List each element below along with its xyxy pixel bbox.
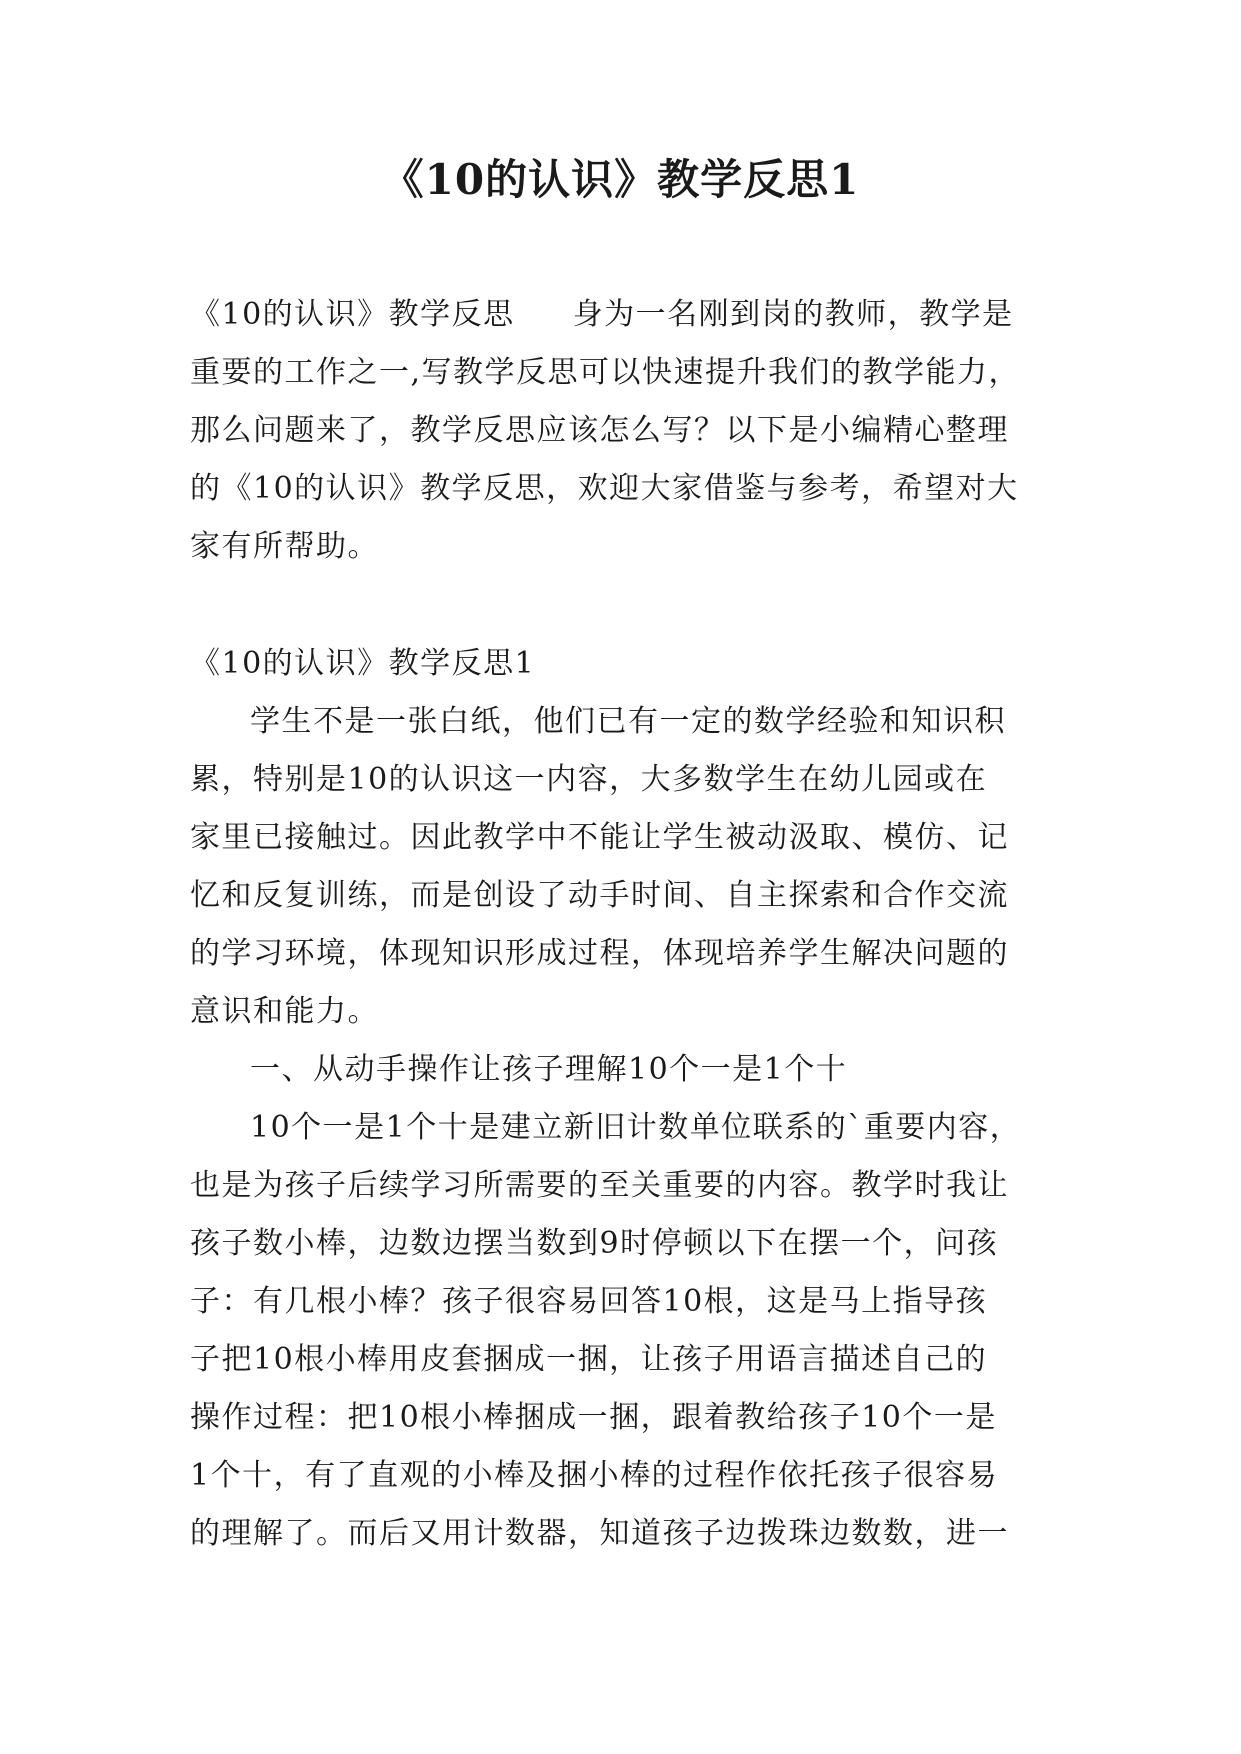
content-body — [190, 693, 1060, 1563]
content-line: 孩子数小棒，边数边摆当数到9时停顿以下在摆一个，问孩 — [190, 1226, 999, 1261]
content-line: 子：有几根小棒？孩子很容易回答10根，这是马上指导孩 — [190, 1284, 988, 1319]
content-line: 学生不是一张白纸，他们已有一定的数学经验和知识积 — [250, 704, 1006, 739]
intro-lead-continued: 身为一名刚到岗的教师，教学是 — [572, 297, 1014, 332]
content-line: 1个十，有了直观的小棒及捆小棒的过程作依托孩子很容易 — [190, 1458, 999, 1493]
content-line: 累，特别是10的认识这一内容，大多数学生在幼儿园或在 — [190, 762, 988, 797]
intro-lead: 《10的认识》教学反思 — [190, 297, 515, 332]
intro-line: 重要的工作之一,写教学反思可以快速提升我们的教学能力， — [190, 355, 1021, 390]
intro-line — [190, 286, 1060, 344]
document-title: 《10的认识》教学反思1 — [381, 155, 860, 204]
content-line: 子把10根小棒用皮套捆成一捆，让孩子用语言描述自己的 — [190, 1342, 988, 1377]
intro-line: 的《10的认识》教学反思，欢迎大家借鉴与参考，希望对大 — [190, 471, 1019, 506]
content-line: 意识和能力。 — [190, 994, 379, 1029]
intro-paragraph — [190, 286, 1060, 576]
intro-line: 那么问题来了，教学反思应该怎么写？以下是小编精心整理 — [190, 413, 1009, 448]
content-line: 操作过程：把10根小棒捆成一捆，跟着教给孩子10个一是 — [190, 1400, 997, 1435]
content-line: 家里已接触过。因此教学中不能让学生被动汲取、模仿、记 — [190, 820, 1009, 855]
content-line: 忆和反复训练，而是创设了动手时间、自主探索和合作交流 — [190, 878, 1009, 913]
content-line: 也是为孩子后续学习所需要的至关重要的内容。教学时我让 — [190, 1168, 1009, 1203]
intro-line: 家有所帮助。 — [190, 529, 379, 564]
content-line: 的学习环境，体现知识形成过程，体现培养学生解决问题的 — [190, 936, 1009, 971]
content-line: 10个一是1个十是建立新旧计数单位联系的`重要内容， — [250, 1110, 1022, 1145]
content-line: 的理解了。而后又用计数器，知道孩子边拨珠边数数，进一 — [190, 1516, 1009, 1551]
section-heading: 《10的认识》教学反思1 — [190, 646, 536, 681]
subsection-heading: 一、从动手操作让孩子理解10个一是1个十 — [250, 1052, 848, 1087]
